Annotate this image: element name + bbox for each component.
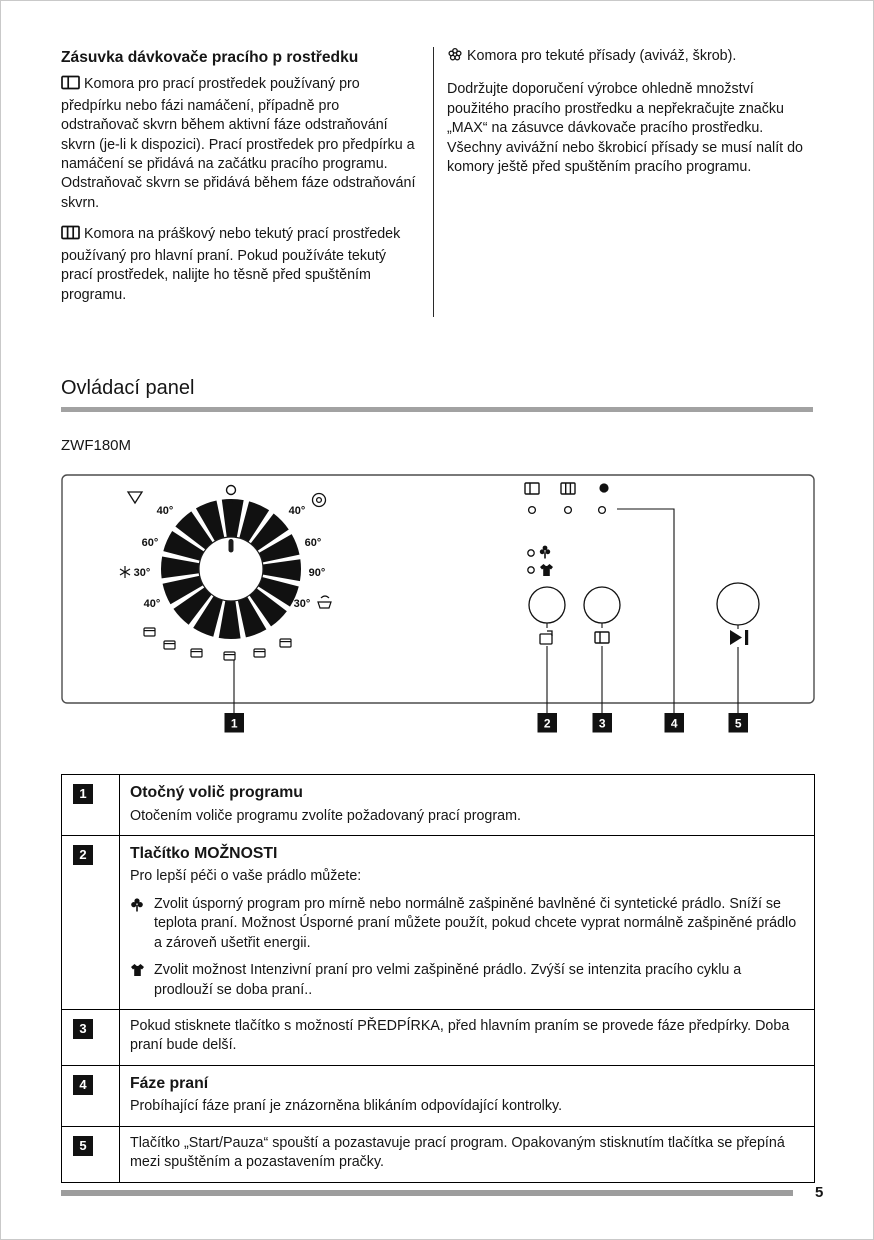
paragraph-text: Komora pro tekuté přísady (aviváž, škrob). xyxy=(467,48,737,64)
intro-heading: Zásuvka dávkovače pracího p rostředku xyxy=(61,49,359,66)
legend-row-3 xyxy=(62,1010,815,1066)
paragraph-dosage-note: Dodržujte doporučení výrobce ohledně množství použitého pracího prostředku a nepřekračujte značku „MAX“ na zásuvce dávkovače pracího prostředku. Všechny avivážní nebo škrobicí přísady se musí nalít do komory ještě před spuštěním pracího programu. xyxy=(447,81,804,176)
row-text: Otočením voliče programu zvolíte požadovaný prací program. xyxy=(130,807,521,824)
main-wash-phase-icon xyxy=(561,483,575,494)
bullet-text: Zvolit možnost Intenzivní praní pro velmi zašpiněné prádlo. Zvýší se intenzita pracího cyklu a prodlouží se doba praní.. xyxy=(154,962,742,998)
callout-4 xyxy=(665,713,685,733)
start-pause-icon xyxy=(730,630,748,645)
prewash-button xyxy=(584,587,620,623)
temp-label: 30° xyxy=(133,566,151,579)
row-text: Pokud stisknete tlačítko s možností PŘEDPÍRKA, před hlavním praním se provede fáze předpírky. Doba praní bude delší. xyxy=(130,1018,790,1054)
row-title: Otočný volič programu xyxy=(130,784,303,802)
svg-text:5: 5 xyxy=(734,716,742,731)
softener-phase-icon xyxy=(599,483,608,492)
drain-icon xyxy=(128,492,142,503)
callout-1 xyxy=(225,713,245,733)
bullet-text: Zvolit úsporný program pro mírně nebo normálně zašpiněné bavlněné či syntetické prádlo. Sníží se teplota praní. Možnost Úsporné praní můžete použít, pokud chcete vyprat normálně zašpiněné prádlo a zároveň ušetřit energii. xyxy=(154,895,797,951)
main-wash-compartment-icon xyxy=(61,225,80,246)
section-rule xyxy=(61,407,813,412)
program-dial xyxy=(173,511,288,626)
callout-badge-4: 4 xyxy=(73,1075,93,1095)
phase-led xyxy=(565,506,572,513)
option-indicators xyxy=(528,545,553,575)
prewash-button-icon xyxy=(595,632,609,643)
hand-wash-icon xyxy=(318,596,331,608)
svg-text:1: 1 xyxy=(230,716,238,731)
row-title: Tlačítko MOŽNOSTI xyxy=(130,844,278,862)
callout-2 xyxy=(538,713,558,733)
control-panel-figure xyxy=(61,474,813,746)
paragraph-softener xyxy=(447,47,813,68)
page-number: 5 xyxy=(815,1183,824,1201)
softener-compartment-icon xyxy=(447,47,463,68)
row-text: Pro lepší péči o vaše prádlo můžete: xyxy=(130,868,362,885)
temp-label: 40° xyxy=(143,597,161,610)
legend-row-4 xyxy=(62,1065,815,1126)
paragraph-text: Komora na práškový nebo tekutý prací prostředek používaný pro hlavní praní. Pokud používáte tekutý prací prostředek, nalijte ho těsně před spuštěním programu. xyxy=(61,226,401,303)
fabric-program-icons xyxy=(144,628,291,660)
intro-columns xyxy=(61,47,813,317)
footer-rule xyxy=(61,1190,793,1196)
page-footer xyxy=(61,1183,825,1203)
options-button xyxy=(529,587,565,623)
callout-badge-1: 1 xyxy=(73,784,93,804)
start-pause-button xyxy=(717,583,759,625)
spin-icon xyxy=(313,493,326,506)
prewash-phase-icon xyxy=(525,483,539,494)
callout-badge-5: 5 xyxy=(73,1136,93,1156)
row-title: Fáze praní xyxy=(130,1074,209,1092)
paragraph-main-wash xyxy=(61,225,419,305)
temp-label: 40° xyxy=(156,504,174,517)
eco-icon xyxy=(540,545,550,558)
paragraph-text: Komora pro prací prostředek používaný pro předpírku nebo fázi namáčení, případně pro odstraňovač skvrn během aktivní fáze odstraňování skvrn (je-li k dispozici). Prací prostředek pro předpírku a namáčení se přidává na začátku pracího programu. Odstraňovač skvrn se přidává během fáze odstraňování skvrn. xyxy=(61,76,416,211)
paragraph-prewash xyxy=(61,75,419,213)
cold-wash-icon xyxy=(120,566,130,578)
section-title: Ovládací panel xyxy=(61,377,195,400)
phase-led xyxy=(599,506,606,513)
eco-led xyxy=(528,549,534,555)
model-number: ZWF180M xyxy=(61,437,132,455)
svg-text:4: 4 xyxy=(670,716,678,731)
dial-off-marker xyxy=(227,485,236,494)
intensive-icon xyxy=(540,564,553,576)
bullet-eco xyxy=(130,895,804,953)
callout-3 xyxy=(593,713,613,733)
temp-label: 30° xyxy=(293,597,311,610)
options-button-icon xyxy=(540,631,552,644)
row-text: Probíhající fáze praní je znázorněna blikáním odpovídající kontrolky. xyxy=(130,1098,563,1115)
legend-row-5 xyxy=(62,1126,815,1182)
temp-label: 60° xyxy=(304,536,322,549)
intensive-led xyxy=(528,566,534,572)
row-text: Tlačítko „Start/Pauza“ spouští a pozastavuje prací program. Opakovaným stisknutím tlačítka se přepíná mezi spuštěním a pozastavením pračky. xyxy=(130,1134,785,1171)
prewash-compartment-icon xyxy=(61,75,80,96)
callout-badge-3: 3 xyxy=(73,1019,93,1039)
legend-row-1 xyxy=(62,775,815,836)
intro-right-column xyxy=(433,47,813,317)
bullet-intensive xyxy=(130,961,804,1000)
temp-label: 90° xyxy=(308,566,326,579)
eco-icon xyxy=(130,895,147,953)
temp-label: 40° xyxy=(288,504,306,517)
legend-row-2 xyxy=(62,835,815,1009)
phase-led xyxy=(529,506,536,513)
callout-5 xyxy=(729,713,749,733)
intensive-icon xyxy=(130,961,147,1000)
temp-label: 60° xyxy=(141,536,159,549)
svg-text:3: 3 xyxy=(598,716,606,731)
svg-text:2: 2 xyxy=(543,716,551,731)
intro-left-column xyxy=(61,47,433,317)
phase-indicators xyxy=(525,483,609,513)
legend-table xyxy=(61,774,815,1183)
dial-index-dot xyxy=(229,499,233,503)
callout-badge-2: 2 xyxy=(73,845,93,865)
